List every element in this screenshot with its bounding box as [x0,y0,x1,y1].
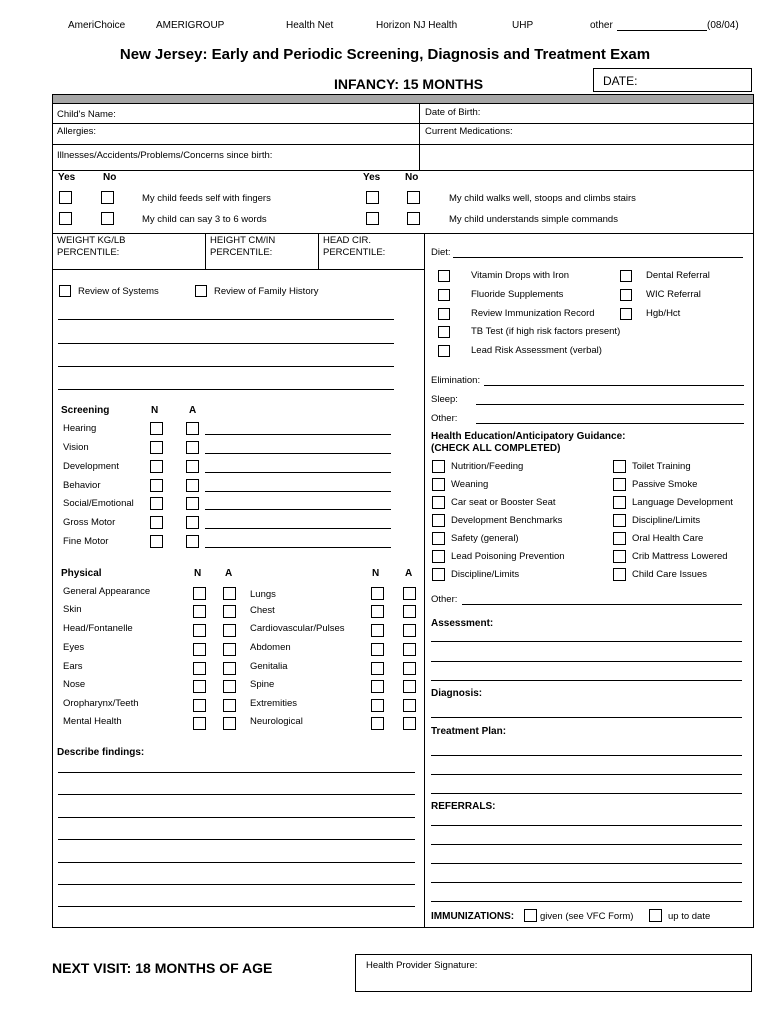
screening-a-header: A [189,405,197,416]
physical-item-label: Extremities [250,698,297,709]
treatment-line[interactable] [431,755,742,756]
diagnosis-label: Diagnosis: [431,688,483,699]
illnesses-label: Illnesses/Accidents/Problems/Concerns since birth: [57,150,273,161]
diagnosis-line[interactable] [431,717,742,718]
screening-normal-checkbox[interactable] [150,535,163,548]
health-ed-item-label: Lead Poisoning Prevention [451,551,565,562]
screening-item-label: Hearing [63,423,97,434]
physical-abnormal-checkbox[interactable] [403,699,416,712]
physical-normal-checkbox[interactable] [193,643,206,656]
referrals-label: REFERRALS: [431,801,496,812]
health-ed-item-label: Discipline/Limits [632,515,701,526]
physical-abnormal-checkbox[interactable] [403,680,416,693]
height-percentile-label: PERCENTILE: [210,247,273,258]
findings-line[interactable] [58,817,415,818]
screening-notes-line[interactable] [205,491,391,492]
physical-n-header: N [194,568,202,579]
physical-item-label: Genitalia [250,661,288,672]
screening-notes-line[interactable] [205,472,391,473]
screening-abnormal-checkbox[interactable] [186,460,199,473]
screening-normal-checkbox[interactable] [150,460,163,473]
feeds-no-checkbox[interactable] [101,191,114,204]
immunizations-given-label: given (see VFC Form) [540,911,634,922]
dental-referral-checkbox[interactable] [620,270,632,282]
physical-abnormal-checkbox[interactable] [223,717,236,730]
health-ed-checkbox[interactable] [432,550,445,563]
physical-abnormal-checkbox[interactable] [223,680,236,693]
physical-abnormal-checkbox[interactable] [223,624,236,637]
screening-notes-line[interactable] [205,509,391,510]
notes-line[interactable] [58,366,394,367]
screening-normal-checkbox[interactable] [150,479,163,492]
findings-line[interactable] [58,839,415,840]
signature-box[interactable] [355,954,752,992]
physical-normal-checkbox[interactable] [193,587,206,600]
health-ed-item-label: Discipline/Limits [451,569,520,580]
physical-abnormal-checkbox[interactable] [223,662,236,675]
health-ed-subtitle: (CHECK ALL COMPLETED) [431,443,561,454]
physical-item-label: Lungs [250,589,276,600]
physical-normal-checkbox[interactable] [193,680,206,693]
plan-other: other [590,20,613,31]
physical-abnormal-checkbox[interactable] [403,605,416,618]
assessment-line[interactable] [431,680,742,681]
no-header: No [103,172,117,183]
sleep-label: Sleep: [431,394,458,405]
sleep-line[interactable] [476,404,744,405]
tb-test-checkbox[interactable] [438,326,450,338]
physical-item-label: Spine [250,679,275,690]
health-ed-item-label: Car seat or Booster Seat [451,497,556,508]
screening-normal-checkbox[interactable] [150,422,163,435]
head-percentile-label: PERCENTILE: [323,247,386,258]
tb-test-label: TB Test (if high risk factors present) [471,326,621,337]
dob-label: Date of Birth: [425,107,481,118]
health-ed-other-line[interactable] [462,604,742,605]
physical-item-label: Cardiovascular/Pulses [250,623,345,634]
physical-normal-checkbox[interactable] [193,699,206,712]
screening-notes-line[interactable] [205,547,391,548]
screening-normal-checkbox[interactable] [150,441,163,454]
screening-item-label: Behavior [63,480,101,491]
elimination-line[interactable] [484,385,744,386]
vitamin-checkbox[interactable] [438,270,450,282]
physical-a-header-right: A [405,568,413,579]
health-ed-other-label: Other: [431,594,458,605]
physical-abnormal-checkbox[interactable] [403,717,416,730]
plan-uhp: UHP [512,20,534,31]
referrals-line[interactable] [431,901,742,902]
physical-item-label: Chest [250,605,275,616]
physical-abnormal-checkbox[interactable] [403,643,416,656]
findings-line[interactable] [58,884,415,885]
plan-horizon: Horizon NJ Health [376,20,458,31]
physical-item-label: Abdomen [250,642,291,653]
health-ed-item-label: Oral Health Care [632,533,704,544]
health-ed-item-label: Development Benchmarks [451,515,563,526]
words-no-checkbox[interactable] [101,212,114,225]
health-ed-item-label: Weaning [451,479,489,490]
notes-line[interactable] [58,389,394,390]
walks-yes-checkbox[interactable] [366,191,379,204]
head-label: HEAD CIR. [323,235,372,246]
screening-item-label: Vision [63,442,89,453]
assessment-label: Assessment: [431,618,494,629]
health-ed-item-label: Passive Smoke [632,479,698,490]
health-ed-checkbox[interactable] [432,460,445,473]
screening-abnormal-checkbox[interactable] [186,497,199,510]
plan-healthnet: Health Net [286,20,334,31]
review-family-checkbox[interactable] [195,285,207,297]
immunizations-uptodate-checkbox[interactable] [649,909,662,922]
fluoride-label: Fluoride Supplements [471,289,564,300]
no-header-right: No [405,172,419,183]
health-ed-item-label: Language Development [632,497,733,508]
physical-normal-checkbox[interactable] [371,587,384,600]
date-box[interactable] [593,68,752,92]
other-line[interactable] [476,423,744,424]
physical-abnormal-checkbox[interactable] [223,699,236,712]
screening-notes-line[interactable] [205,528,391,529]
screening-abnormal-checkbox[interactable] [186,535,199,548]
form-code: (08/04) [707,20,739,31]
plan-amerigroup: AMERIGROUP [156,20,225,31]
screening-normal-checkbox[interactable] [150,516,163,529]
milestone-understands: My child understands simple commands [449,214,618,225]
immunizations-given-checkbox[interactable] [524,909,537,922]
physical-item-label: Neurological [250,716,303,727]
notes-line[interactable] [58,343,394,344]
treatment-line[interactable] [431,774,742,775]
walks-no-checkbox[interactable] [407,191,420,204]
review-systems-checkbox[interactable] [59,285,71,297]
notes-line[interactable] [58,319,394,320]
wic-referral-checkbox[interactable] [620,289,632,301]
screening-item-label: Gross Motor [63,517,116,528]
yes-header-right: Yes [363,172,381,183]
screening-title: Screening [61,405,110,416]
screening-abnormal-checkbox[interactable] [186,479,199,492]
health-ed-item-label: Toilet Training [632,461,691,472]
hgb-hct-checkbox[interactable] [620,308,632,320]
lead-risk-checkbox[interactable] [438,345,450,357]
health-ed-checkbox[interactable] [613,550,626,563]
health-ed-item-label: Crib Mattress Lowered [632,551,728,562]
health-ed-checkbox[interactable] [613,514,626,527]
findings-line[interactable] [58,772,415,773]
screening-item-label: Development [63,461,119,472]
physical-normal-checkbox[interactable] [371,680,384,693]
assessment-line[interactable] [431,661,742,662]
describe-findings-label: Describe findings: [57,747,145,758]
physical-title: Physical [61,568,102,579]
child-name-label: Child's Name: [57,109,116,120]
elimination-label: Elimination: [431,375,481,386]
other-label: Other: [431,413,458,424]
milestone-feeds: My child feeds self with fingers [142,193,271,204]
height-label: HEIGHT CM/IN [210,235,276,246]
other-plan-line[interactable] [617,30,707,31]
dental-referral-label: Dental Referral [646,270,710,281]
physical-item-label: Eyes [63,642,85,653]
health-ed-checkbox[interactable] [432,478,445,491]
feeds-yes-checkbox[interactable] [59,191,72,204]
header-bar [52,94,754,104]
health-ed-checkbox[interactable] [432,514,445,527]
weight-percentile-label: PERCENTILE: [57,247,120,258]
physical-abnormal-checkbox[interactable] [223,605,236,618]
screening-notes-line[interactable] [205,453,391,454]
health-ed-checkbox[interactable] [613,460,626,473]
screening-n-header: N [151,405,159,416]
diet-line[interactable] [453,257,743,258]
physical-abnormal-checkbox[interactable] [403,587,416,600]
findings-line[interactable] [58,794,415,795]
physical-abnormal-checkbox[interactable] [223,643,236,656]
yes-header: Yes [58,172,76,183]
physical-normal-checkbox[interactable] [193,717,206,730]
physical-n-header-right: N [372,568,380,579]
physical-item-label: Mental Health [63,716,122,727]
physical-item-label: Skin [63,604,82,615]
physical-item-label: Nose [63,679,86,690]
milestone-words: My child can say 3 to 6 words [142,214,267,225]
fluoride-checkbox[interactable] [438,289,450,301]
physical-normal-checkbox[interactable] [371,624,384,637]
medications-label: Current Medications: [425,126,513,137]
health-ed-checkbox[interactable] [613,568,626,581]
page-subtitle: INFANCY: 15 MONTHS [334,76,484,92]
immunization-record-checkbox[interactable] [438,308,450,320]
referrals-line[interactable] [431,882,742,883]
findings-line[interactable] [58,906,415,907]
weight-label: WEIGHT KG/LB [57,235,126,246]
screening-abnormal-checkbox[interactable] [186,441,199,454]
screening-notes-line[interactable] [205,434,391,435]
physical-normal-checkbox[interactable] [193,624,206,637]
words-yes-checkbox[interactable] [59,212,72,225]
milestone-walks: My child walks well, stoops and climbs stairs [449,193,636,204]
immunizations-uptodate-label: up to date [668,911,711,922]
date-label: DATE: [603,74,638,88]
health-ed-checkbox[interactable] [613,532,626,545]
screening-normal-checkbox[interactable] [150,497,163,510]
vitamin-label: Vitamin Drops with Iron [471,270,570,281]
referrals-line[interactable] [431,863,742,864]
physical-normal-checkbox[interactable] [371,662,384,675]
screening-item-label: Fine Motor [63,536,109,547]
health-ed-item-label: Child Care Issues [632,569,707,580]
physical-abnormal-checkbox[interactable] [403,624,416,637]
health-ed-item-label: Safety (general) [451,533,519,544]
health-ed-title: Health Education/Anticipatory Guidance: [431,431,626,442]
screening-abnormal-checkbox[interactable] [186,422,199,435]
health-ed-checkbox[interactable] [432,568,445,581]
plan-americhoice: AmeriChoice [68,20,126,31]
allergies-label: Allergies: [57,126,97,137]
treatment-line[interactable] [431,793,742,794]
assessment-line[interactable] [431,641,742,642]
health-ed-item-label: Nutrition/Feeding [451,461,524,472]
referrals-line[interactable] [431,825,742,826]
signature-label: Health Provider Signature: [366,960,478,971]
physical-normal-checkbox[interactable] [371,717,384,730]
review-systems-label: Review of Systems [78,286,159,297]
physical-a-header: A [225,568,233,579]
lead-risk-label: Lead Risk Assessment (verbal) [471,345,602,356]
immunizations-label: IMMUNIZATIONS: [431,911,515,922]
physical-abnormal-checkbox[interactable] [403,662,416,675]
health-ed-checkbox[interactable] [613,496,626,509]
page-title: New Jersey: Early and Periodic Screening, Diagnosis and Treatment Exam [119,46,651,63]
treatment-plan-label: Treatment Plan: [431,726,507,737]
diet-label: Diet: [431,247,451,258]
hgb-hct-label: Hgb/Hct [646,308,681,319]
review-family-label: Review of Family History [214,286,319,297]
physical-normal-checkbox[interactable] [371,605,384,618]
health-ed-checkbox[interactable] [613,478,626,491]
screening-abnormal-checkbox[interactable] [186,516,199,529]
physical-normal-checkbox[interactable] [371,643,384,656]
physical-item-label: General Appearance [63,586,151,597]
findings-line[interactable] [58,862,415,863]
physical-normal-checkbox[interactable] [193,662,206,675]
physical-item-label: Ears [63,661,83,672]
immunization-record-label: Review Immunization Record [471,308,595,319]
physical-abnormal-checkbox[interactable] [223,587,236,600]
physical-normal-checkbox[interactable] [193,605,206,618]
physical-item-label: Head/Fontanelle [63,623,133,634]
next-visit: NEXT VISIT: 18 MONTHS OF AGE [52,960,273,976]
health-ed-checkbox[interactable] [432,496,445,509]
physical-item-label: Oropharynx/Teeth [63,698,139,709]
understands-no-checkbox[interactable] [407,212,420,225]
wic-referral-label: WIC Referral [646,289,701,300]
physical-normal-checkbox[interactable] [371,699,384,712]
screening-item-label: Social/Emotional [63,498,134,509]
referrals-line[interactable] [431,844,742,845]
health-ed-checkbox[interactable] [432,532,445,545]
understands-yes-checkbox[interactable] [366,212,379,225]
